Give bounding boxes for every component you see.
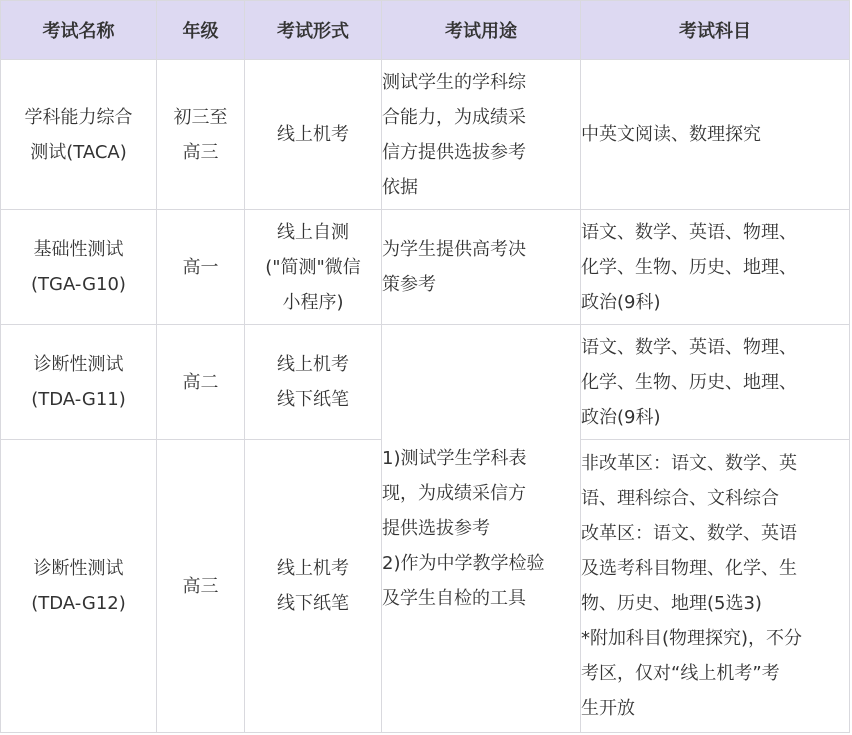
header-exam-subjects: 考试科目	[581, 1, 850, 60]
cell-text: *附加科目(物理探究)，不分	[581, 628, 803, 649]
cell-text: 诊断性测试	[33, 558, 124, 579]
cell-exam-purpose-shared	[382, 325, 581, 733]
cell-exam-purpose	[382, 210, 581, 325]
header-exam-name: 考试名称	[1, 1, 157, 60]
cell-exam-name	[1, 325, 157, 440]
cell-grade	[157, 440, 245, 733]
cell-text: 语文、数学、英语、物理、	[581, 336, 797, 358]
cell-text: 策参考	[382, 274, 436, 295]
cell-text: 考区，仅对“线上机考”考	[581, 663, 780, 684]
cell-text: 现，为成绩采信方	[382, 483, 526, 504]
cell-text: 改革区：语文、数学、英语	[581, 523, 797, 544]
cell-text: 1)测试学生学科表	[382, 448, 527, 469]
table-row	[1, 210, 850, 325]
cell-exam-name	[1, 210, 157, 325]
cell-text: 信方提供选拔参考	[382, 141, 526, 163]
table-row	[1, 60, 850, 210]
cell-exam-form	[245, 60, 382, 210]
cell-text: 高三	[182, 575, 219, 597]
cell-text: 2)作为中学教学检验	[382, 553, 545, 574]
cell-exam-subjects	[581, 325, 850, 440]
cell-exam-subjects	[581, 210, 850, 325]
cell-text: 非改革区：语文、数学、英	[581, 453, 797, 474]
cell-text: 语文、数学、英语、物理、	[581, 221, 797, 243]
cell-exam-form	[245, 210, 382, 325]
cell-text: 高二	[182, 371, 219, 393]
cell-text: 线上机考	[277, 354, 349, 375]
cell-text: 及学生自检的工具	[382, 588, 526, 609]
cell-text: 线上机考	[277, 124, 349, 145]
cell-text: 生开放	[581, 698, 635, 719]
cell-text: 小程序)	[282, 291, 344, 313]
cell-exam-name	[1, 440, 157, 733]
cell-text: 化学、生物、历史、地理、	[581, 256, 797, 278]
cell-text: 物、历史、地理(5选3)	[581, 593, 762, 614]
cell-exam-subjects	[581, 60, 850, 210]
cell-text: 政治(9科)	[581, 291, 661, 313]
cell-text: 学科能力综合	[24, 106, 133, 128]
cell-text: (TGA-G10)	[31, 274, 126, 295]
cell-text: 及选考科目物理、化学、生	[581, 558, 797, 579]
cell-text: 线下纸笔	[277, 593, 349, 614]
cell-text: 政治(9科)	[581, 406, 661, 428]
cell-text: 线上机考	[277, 558, 349, 579]
cell-text: ("简测"微信	[265, 256, 361, 278]
cell-text: 初三至	[173, 106, 228, 128]
cell-text: 测试学生的学科综	[382, 71, 526, 93]
cell-text: 线上自测	[277, 221, 349, 243]
table-row	[1, 325, 850, 440]
header-exam-form: 考试形式	[245, 1, 382, 60]
cell-text: 线下纸笔	[277, 389, 349, 410]
header-grade: 年级	[157, 1, 245, 60]
cell-exam-name	[1, 60, 157, 210]
cell-text: (TDA-G12)	[31, 593, 126, 614]
cell-text: (TDA-G11)	[31, 389, 126, 410]
cell-text: 为学生提供高考决	[382, 239, 526, 260]
cell-exam-subjects	[581, 440, 850, 733]
cell-text: 化学、生物、历史、地理、	[581, 371, 797, 393]
cell-text: 基础性测试	[33, 239, 124, 260]
cell-exam-form	[245, 440, 382, 733]
cell-text: 高一	[182, 256, 219, 278]
cell-text: 高三	[182, 141, 219, 163]
cell-grade	[157, 325, 245, 440]
cell-text: 语、理科综合、文科综合	[581, 488, 779, 509]
cell-exam-form	[245, 325, 382, 440]
header-exam-purpose: 考试用途	[382, 1, 581, 60]
cell-text: 中英文阅读、数理探究	[581, 124, 761, 145]
cell-exam-purpose	[382, 60, 581, 210]
cell-grade	[157, 60, 245, 210]
cell-text: 依据	[382, 176, 418, 198]
cell-grade	[157, 210, 245, 325]
cell-text: 测试(TACA)	[30, 141, 127, 163]
header-row	[1, 1, 850, 60]
cell-text: 提供选拔参考	[382, 518, 490, 539]
cell-text: 诊断性测试	[33, 354, 124, 375]
cell-text: 合能力，为成绩采	[382, 106, 526, 128]
